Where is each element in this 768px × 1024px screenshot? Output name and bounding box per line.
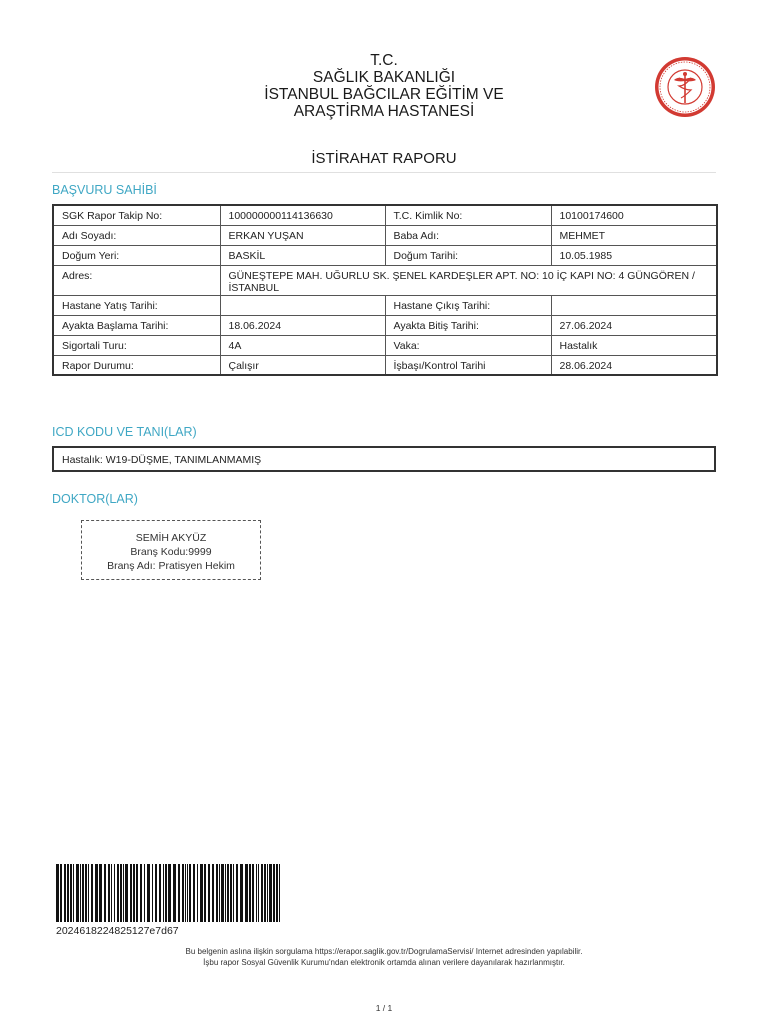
field-label: Doğum Tarihi: [385, 245, 551, 265]
table-row [53, 225, 717, 245]
footer-line-verification: Bu belgenin aslına ilişkin sorgulama https://erapor.saglik.gov.tr/DogrulamaServisi/ Internet adresinden yapılabilir. [185, 947, 583, 956]
field-value: 18.06.2024 [220, 315, 385, 335]
table-row [53, 335, 717, 355]
field-value: MEHMET [551, 225, 717, 245]
field-value: 10100174600 [551, 205, 717, 225]
table-row-address [53, 265, 717, 295]
header-line-hospital-2: ARAŞTİRMA HASTANESİ [293, 103, 475, 120]
field-value: 10.05.1985 [551, 245, 717, 265]
table-row [53, 295, 717, 315]
field-value: 28.06.2024 [551, 355, 717, 375]
applicant-table [52, 204, 718, 376]
doctor-branch-code: Branş Kodu:9999 [130, 546, 212, 558]
barcode-icon [56, 864, 280, 922]
header-line-tc: T.C. [370, 52, 398, 69]
field-label: T.C. Kimlik No: [385, 205, 551, 225]
doctor-name: SEMİH AKYÜZ [135, 532, 207, 544]
barcode-text: 2024618224825127e7d67 [56, 925, 179, 937]
field-value-address: GÜNEŞTEPE MAH. UĞURLU SK. ŞENEL KARDEŞLER APT. NO: 10 İÇ KAPI NO: 4 GÜNGÖREN / İSTANBUL [220, 265, 717, 295]
section-applicant-heading: BAŞVURU SAHİBİ [52, 183, 157, 197]
field-label: Sigortali Turu: [53, 335, 220, 355]
table-row [53, 205, 717, 225]
header-line-hospital-1: İSTANBUL BAĞCILAR EĞİTİM VE [264, 86, 504, 103]
field-value [220, 295, 385, 315]
field-label: Rapor Durumu: [53, 355, 220, 375]
field-value: ERKAN YUŞAN [220, 225, 385, 245]
field-value: 27.06.2024 [551, 315, 717, 335]
field-value [551, 295, 717, 315]
footer-line-disclaimer: İşbu rapor Sosyal Güvenlik Kurumu'ndan elektronik ortamda alınan verilere dayanılarak hazırlanmıştır. [203, 958, 565, 967]
page-number: 1 / 1 [375, 1003, 393, 1013]
table-row [53, 245, 717, 265]
field-value: 4A [220, 335, 385, 355]
field-value: 100000000114136630 [220, 205, 385, 225]
field-label: Doğum Yeri: [53, 245, 220, 265]
field-value: Hastalık [551, 335, 717, 355]
title-divider [52, 172, 716, 173]
field-value: BASKİL [220, 245, 385, 265]
diagnosis-box: Hastalık: W19-DÜŞME, TANIMLANMAMIŞ [52, 446, 716, 472]
header-line-ministry: SAĞLIK BAKANLIĞI [312, 69, 456, 86]
report-title: İSTİRAHAT RAPORU [311, 150, 457, 167]
field-label: Adı Soyadı: [53, 225, 220, 245]
table-row [53, 355, 717, 375]
doctor-branch-name: Branş Adı: Pratisyen Hekim [107, 560, 235, 572]
section-icd-heading: ICD KODU VE TANI(LAR) [52, 425, 197, 439]
field-value: Çalışır [220, 355, 385, 375]
field-label: Vaka: [385, 335, 551, 355]
field-label: Hastane Yatış Tarihi: [53, 295, 220, 315]
table-row [53, 315, 717, 335]
footer-note [0, 946, 768, 968]
institution-header [0, 52, 768, 120]
field-label: Baba Adı: [385, 225, 551, 245]
ministry-seal-icon [654, 56, 716, 118]
section-doctors-heading: DOKTOR(LAR) [52, 492, 138, 506]
field-label: Hastane Çıkış Tarihi: [385, 295, 551, 315]
field-label: Adres: [53, 265, 220, 295]
doctor-card [81, 520, 261, 580]
field-label: Ayakta Başlama Tarihi: [53, 315, 220, 335]
field-label: Ayakta Bitiş Tarihi: [385, 315, 551, 335]
field-label: İşbaşı/Kontrol Tarihi [385, 355, 551, 375]
field-label: SGK Rapor Takip No: [53, 205, 220, 225]
